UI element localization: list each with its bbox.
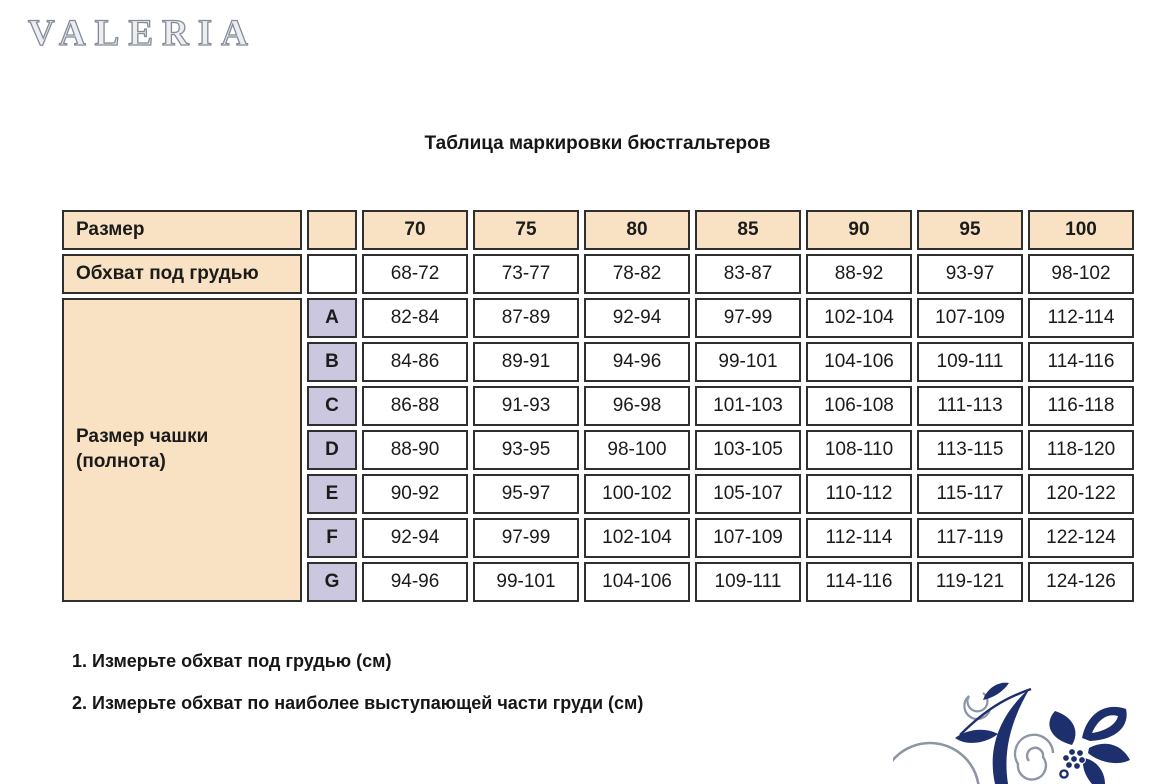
cup-value-cell: 122-124 [1028,518,1134,558]
cup-value-cell: 102-104 [584,518,690,558]
flower-berries [1063,749,1086,770]
cup-value-cell: 99-101 [473,562,579,602]
band-size-cell: 70 [362,210,468,250]
cup-value-cell: 90-92 [362,474,468,514]
cup-value-cell: 86-88 [362,386,468,426]
ornament-stem-curve [960,689,1031,735]
cup-row-A [62,298,1134,338]
cup-value-cell: 94-96 [362,562,468,602]
cup-letter-cell: E [307,474,357,514]
header-empty-cell [307,210,357,250]
cup-value-cell: 107-109 [917,298,1023,338]
flower-ring [1060,770,1067,777]
underbust-value-cell: 68-72 [362,254,468,294]
cup-value-cell: 124-126 [1028,562,1134,602]
cup-letter-cell: F [307,518,357,558]
band-size-cell: 85 [695,210,801,250]
cup-value-cell: 108-110 [806,430,912,470]
cup-value-cell: 98-100 [584,430,690,470]
brand-logo: VALERIA [28,13,257,54]
cup-value-cell: 99-101 [695,342,801,382]
underbust-row [62,254,1134,294]
cup-value-cell: 84-86 [362,342,468,382]
instruction-step-1: 1. Измерьте обхват под грудью (см) [72,651,392,671]
size-header-row [62,210,1134,250]
cup-value-cell: 112-114 [806,518,912,558]
instruction-step-2: 2. Измерьте обхват по наиболее выступающей части груди (см) [72,693,644,713]
underbust-empty-cell [307,254,357,294]
underbust-value-cell: 88-92 [806,254,912,294]
cup-value-cell: 95-97 [473,474,579,514]
cup-value-cell: 104-106 [806,342,912,382]
cup-value-cell: 109-111 [917,342,1023,382]
underbust-value-cell: 98-102 [1028,254,1134,294]
cup-letter-cell: C [307,386,357,426]
cup-value-cell: 117-119 [917,518,1023,558]
band-size-cell: 95 [917,210,1023,250]
ornament-leaf-left [955,730,998,743]
cup-value-cell: 96-98 [584,386,690,426]
underbust-value-cell: 73-77 [473,254,579,294]
cup-value-cell: 112-114 [1028,298,1134,338]
ornament-leaf-top [983,683,1009,700]
cup-value-cell: 87-89 [473,298,579,338]
cup-letter-cell: D [307,430,357,470]
cup-value-cell: 118-120 [1028,430,1134,470]
cup-value-cell: 113-115 [917,430,1023,470]
flower-petal-bottom [1083,758,1105,784]
cup-value-cell: 92-94 [362,518,468,558]
page-title: Таблица маркировки бюстгальтеров [424,133,771,154]
band-size-cell: 75 [473,210,579,250]
flower-petal-right [1088,744,1130,763]
cup-value-cell: 119-121 [917,562,1023,602]
cup-letter-cell: A [307,298,357,338]
cup-value-cell: 88-90 [362,430,468,470]
cup-value-cell: 102-104 [806,298,912,338]
cup-value-cell: 107-109 [695,518,801,558]
cup-value-cell: 106-108 [806,386,912,426]
cup-value-cell: 109-111 [695,562,801,602]
underbust-label: Обхват под грудью [62,254,302,294]
cup-value-cell: 115-117 [917,474,1023,514]
cup-section-label: Размер чашки (полнота) [62,298,302,602]
underbust-value-cell: 83-87 [695,254,801,294]
instructions-list [72,651,643,735]
cup-value-cell: 116-118 [1028,386,1134,426]
cup-value-cell: 89-91 [473,342,579,382]
underbust-value-cell: 93-97 [917,254,1023,294]
cup-value-cell: 97-99 [695,298,801,338]
ornament-circle-swirl [893,743,979,784]
flower-petal-upper-left [1049,711,1075,745]
cup-value-cell: 105-107 [695,474,801,514]
cup-letter-cell: G [307,562,357,602]
band-size-cell: 90 [806,210,912,250]
size-table-body [62,210,1134,602]
cup-value-cell: 104-106 [584,562,690,602]
cup-value-cell: 120-122 [1028,474,1134,514]
bra-size-table [57,206,1139,606]
band-size-cell: 80 [584,210,690,250]
cup-value-cell: 111-113 [917,386,1023,426]
cup-value-cell: 82-84 [362,298,468,338]
cup-value-cell: 101-103 [695,386,801,426]
cup-value-cell: 110-112 [806,474,912,514]
cup-value-cell: 103-105 [695,430,801,470]
cup-value-cell: 100-102 [584,474,690,514]
underbust-value-cell: 78-82 [584,254,690,294]
cup-value-cell: 97-99 [473,518,579,558]
cup-value-cell: 93-95 [473,430,579,470]
band-size-cell: 100 [1028,210,1134,250]
cup-letter-cell: B [307,342,357,382]
ornament-spiral [1015,735,1053,780]
cup-value-cell: 114-116 [806,562,912,602]
floral-ornament [893,652,1173,784]
cup-value-cell: 94-96 [584,342,690,382]
cup-value-cell: 92-94 [584,298,690,338]
cup-value-cell: 91-93 [473,386,579,426]
cup-value-cell: 114-116 [1028,342,1134,382]
size-row-label: Размер [62,210,302,250]
